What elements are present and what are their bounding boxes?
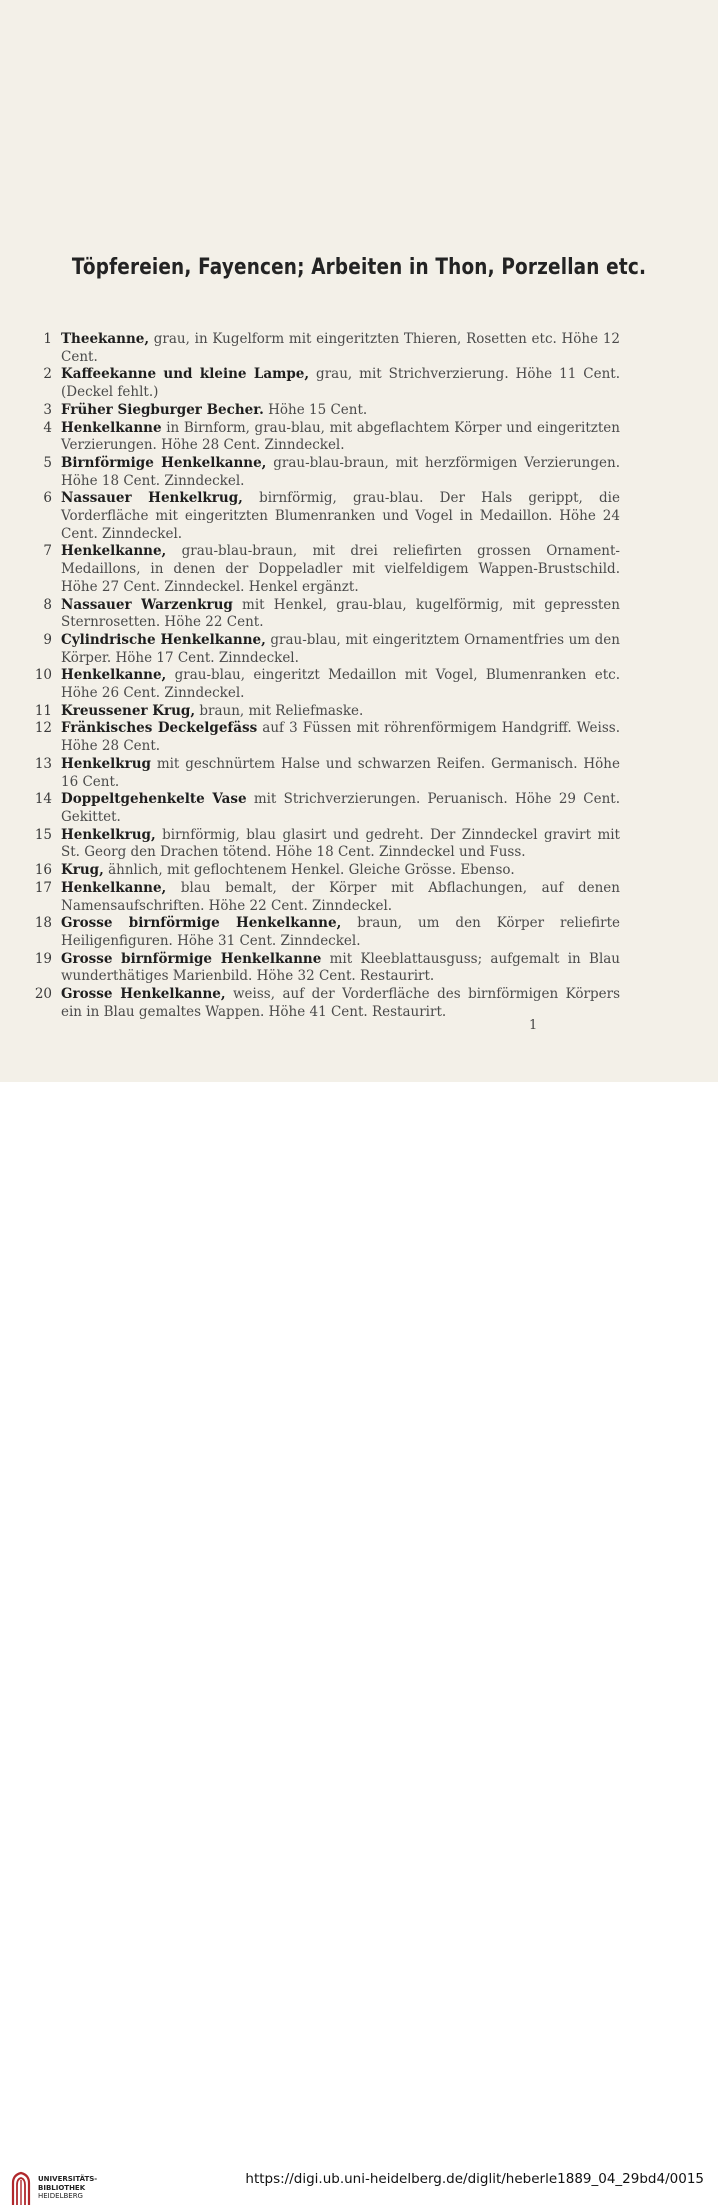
entry-number: 12 [34, 720, 52, 737]
entry-description: blau bemalt, der Körper mit Abflachungen, auf denen Namensaufschriften. Höhe 22 Cent. Zinndeckel. [61, 879, 620, 914]
catalogue-entry [30, 827, 620, 862]
catalogue-entry [30, 366, 620, 401]
entry-number: 16 [34, 862, 52, 879]
entry-text [61, 951, 620, 986]
entry-heading: Doppeltgehenkelte Vase [61, 791, 247, 808]
entry-description: mit Kleeblattausguss; aufgemalt in Blau wunderthätiges Marienbild. Höhe 32 Cent. Restaurirt. [61, 950, 621, 985]
entry-description: braun, um den Körper reliefirte Heiligenfiguren. Höhe 31 Cent. Zinndeckel. [61, 915, 620, 949]
entry-heading: Henkelkrug, [61, 826, 156, 843]
entry-heading: Fränkisches Deckelgefäss [61, 720, 258, 737]
entry-number: 20 [34, 986, 52, 1003]
entry-heading: Nassauer Henkelkrug, [61, 490, 243, 507]
entry-number: 18 [34, 915, 52, 932]
catalogue-entry [30, 455, 620, 490]
entry-text [61, 703, 620, 721]
entry-description: grau-blau-braun, mit herzförmigen Verzierungen. Höhe 18 Cent. Zinndeckel. [61, 454, 620, 489]
catalogue-entry [30, 862, 620, 880]
entry-heading: Nassauer Warzenkrug [61, 596, 233, 613]
entry-heading: Henkelkanne, [61, 543, 167, 560]
entry-text [61, 331, 620, 366]
entry-description: weiss, auf der Vorderfläche des birnförmigen Körpers ein in Blau gemaltes Wappen. Höhe 41 Cent. Restaurirt. [61, 986, 620, 1020]
entry-heading: Grosse Henkelkanne, [61, 986, 226, 1003]
catalogue-entry [30, 490, 620, 543]
entry-number: 15 [34, 826, 52, 843]
library-name-line: HEIDELBERG [38, 2192, 83, 2201]
entry-description: mit Strichverzierungen. Peruanisch. Höhe 29 Cent. Gekittet. [61, 791, 620, 825]
entry-heading: Theekanne, [61, 331, 150, 347]
library-logo-icon [10, 2171, 32, 2207]
entry-description: auf 3 Füssen mit röhrenförmigem Handgriff. Weiss. Höhe 28 Cent. [61, 720, 620, 755]
entry-number: 4 [43, 419, 52, 436]
catalogue-entry [30, 632, 620, 667]
entry-text [61, 791, 620, 826]
entry-number: 5 [43, 454, 52, 471]
entry-description: grau, in Kugelform mit eingeritzten Thieren, Rosetten etc. Höhe 12 Cent. [61, 331, 620, 365]
entry-text [61, 490, 620, 543]
entry-number: 11 [34, 702, 52, 719]
entry-text [61, 862, 620, 880]
catalogue-entry [30, 986, 620, 1021]
entry-heading: Kaffeekanne und kleine Lampe, [61, 366, 310, 383]
catalogue-entry [30, 915, 620, 950]
entry-number: 9 [43, 631, 52, 648]
catalogue-entry [30, 597, 620, 632]
entry-number: 8 [43, 596, 52, 613]
entry-description: braun, mit Reliefmaske. [195, 702, 364, 719]
entry-description: mit Henkel, grau-blau, kugelförmig, mit gepressten Sternrosetten. Höhe 22 Cent. [61, 596, 620, 631]
entry-number: 17 [34, 879, 52, 896]
entry-number: 13 [34, 755, 52, 772]
entry-number: 1 [43, 331, 52, 347]
entry-heading: Früher Siegburger Becher. [61, 401, 264, 418]
entry-description: grau, mit Strichverzierung. Höhe 11 Cent. (Deckel fehlt.) [61, 366, 620, 401]
entry-heading: Henkelkanne, [61, 667, 167, 684]
entry-text [61, 543, 620, 596]
scanned-page [0, 0, 718, 1082]
entry-number: 10 [34, 667, 52, 684]
entry-description: birnförmig, grau-blau. Der Hals gerippt, die Vorderfläche mit eingeritzten Blumenranken und Vogel in Medaillon. Höhe 24 Cent. Zinndeckel. [61, 490, 620, 542]
permalink-url[interactable]: https://digi.ub.uni-heidelberg.de/diglit/heberle1889_04_29bd4/0015 [245, 2171, 704, 2187]
entry-text [61, 420, 620, 455]
entry-heading: Birnförmige Henkelkanne, [61, 454, 267, 471]
entry-text [61, 455, 620, 490]
entry-number: 14 [34, 791, 52, 808]
entry-description: Höhe 15 Cent. [263, 401, 368, 418]
entry-text [61, 756, 620, 791]
page-title: Töpfereien, Fayencen; Arbeiten in Thon, Porzellan etc. [71, 254, 647, 280]
footer-bar [0, 1082, 718, 2201]
catalogue-entry [30, 402, 620, 420]
entry-text [61, 667, 620, 702]
entry-heading: Henkelkanne [61, 419, 162, 436]
catalogue-entry [30, 703, 620, 721]
entry-text [61, 402, 620, 420]
catalogue-entry [30, 880, 620, 915]
entry-heading: Krug, [61, 862, 104, 879]
library-name [38, 2175, 97, 2201]
entry-text [61, 915, 620, 950]
entry-description: birnförmig, blau glasirt und gedreht. Der Zinndeckel gravirt mit St. Georg den Drachen tötend. Höhe 18 Cent. Zinndeckel und Fuss. [61, 826, 620, 861]
page-number: 1 [529, 1018, 538, 1033]
entry-text [61, 720, 620, 755]
entry-text [61, 366, 620, 401]
entry-description: in Birnform, grau-blau, mit abgeflachtem Körper und eingeritzten Verzierungen. Höhe 28 Cent. Zinndeckel. [61, 419, 620, 454]
catalogue-entry [30, 756, 620, 791]
catalogue-entry [30, 720, 620, 755]
library-name-line: BIBLIOTHEK [38, 2183, 86, 2192]
entry-description: ähnlich, mit geflochtenem Henkel. Gleiche Grösse. Ebenso. [103, 862, 515, 879]
entry-description: mit geschnürtem Halse und schwarzen Reifen. Germanisch. Höhe 16 Cent. [61, 755, 620, 790]
catalogue-entry [30, 420, 620, 455]
entry-description: grau-blau, eingeritzt Medaillon mit Vogel, Blumenranken etc. Höhe 26 Cent. Zinndeckel. [61, 667, 620, 702]
catalogue-entry [30, 543, 620, 596]
entry-text [61, 597, 620, 632]
catalogue-entry [30, 951, 620, 986]
catalogue-entries [30, 331, 620, 1021]
entry-text [61, 827, 620, 862]
catalogue-entry [30, 791, 620, 826]
entry-number: 7 [43, 543, 52, 560]
entry-text [61, 632, 620, 667]
entry-heading: Grosse birnförmige Henkelkanne [61, 950, 322, 967]
entry-heading: Henkelkanne, [61, 879, 167, 896]
library-name-line: UNIVERSITÄTS- [38, 2175, 98, 2183]
entry-heading: Cylindrische Henkelkanne, [61, 631, 266, 648]
entry-number: 19 [34, 950, 52, 967]
entry-text [61, 880, 620, 915]
entry-number: 6 [43, 490, 52, 507]
entry-description: grau-blau-braun, mit drei reliefirten grossen Ornament-Medaillons, in denen der Doppeladler mit vielfeldigem Wappen-Brustschild. Höhe 27 Cent. Zinndeckel. Henkel ergänzt. [61, 543, 620, 595]
entry-heading: Grosse birnförmige Henkelkanne, [61, 915, 342, 932]
entry-text [61, 986, 620, 1021]
catalogue-entry [30, 331, 620, 366]
entry-heading: Henkelkrug [61, 755, 151, 772]
catalogue-entry [30, 667, 620, 702]
entry-number: 3 [43, 401, 52, 418]
entry-number: 2 [43, 366, 52, 383]
entry-heading: Kreussener Krug, [61, 702, 196, 719]
entry-description: grau-blau, mit eingeritztem Ornamentfries um den Körper. Höhe 17 Cent. Zinndeckel. [61, 631, 620, 666]
